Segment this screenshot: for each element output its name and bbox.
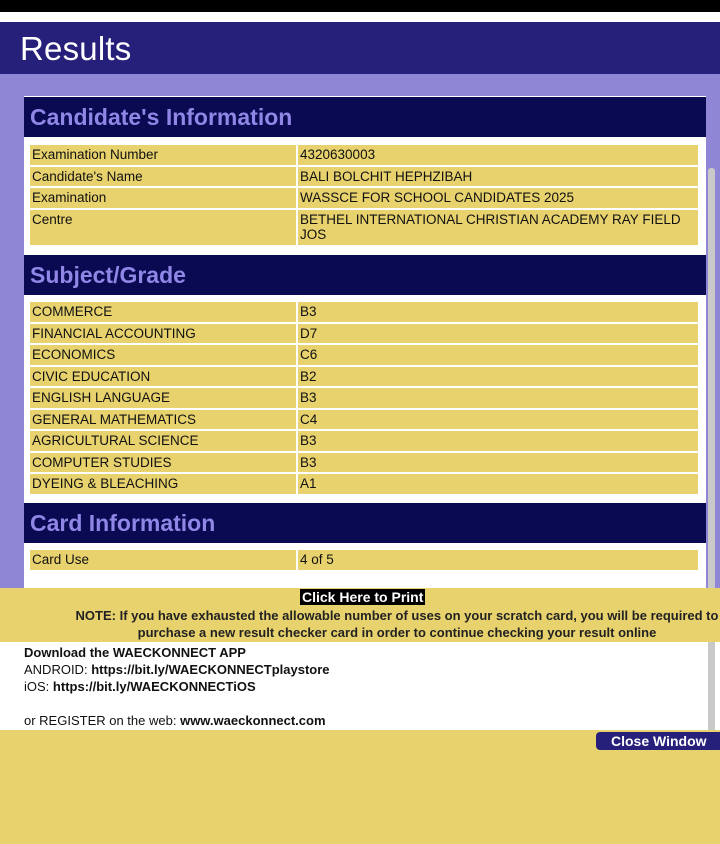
- subject-name: COMPUTER STUDIES: [30, 453, 296, 473]
- table-row: [30, 210, 698, 245]
- note-text: [52, 607, 720, 641]
- candidate-name-label: Candidate's Name: [30, 167, 296, 187]
- register-text: or REGISTER on the web:: [24, 713, 177, 728]
- register-link[interactable]: www.waeckonnect.com: [180, 713, 326, 728]
- subject-grade: C6: [298, 345, 698, 365]
- subject-name: COMMERCE: [30, 302, 296, 322]
- table-row: [30, 550, 698, 570]
- table-row: [30, 388, 698, 408]
- ios-link[interactable]: https://bit.ly/WAECKONNECTiOS: [52, 679, 256, 694]
- ios-line: [24, 679, 256, 694]
- top-black-bar: [0, 0, 720, 12]
- candidate-info-heading: [24, 96, 706, 137]
- table-row: [30, 324, 698, 344]
- table-row: [30, 431, 698, 451]
- subject-grade: A1: [298, 474, 698, 494]
- candidate-name-value: BALI BOLCHIT HEPHZIBAH: [298, 167, 698, 187]
- subject-grade: B3: [298, 302, 698, 322]
- app-info: [0, 642, 720, 730]
- app-download-heading: Download the WAECKONNECT APP: [24, 645, 246, 660]
- candidate-info-table: [30, 145, 698, 247]
- card-info-table: [30, 550, 698, 572]
- ios-label: iOS:: [24, 679, 50, 694]
- subject-grade: B3: [298, 453, 698, 473]
- table-row: [30, 188, 698, 208]
- card-info-heading: [24, 502, 706, 543]
- print-button[interactable]: Click Here to Print: [302, 589, 424, 605]
- centre-value: BETHEL INTERNATIONAL CHRISTIAN ACADEMY RAY FIELD JOS: [298, 210, 698, 245]
- subject-name: FINANCIAL ACCOUNTING: [30, 324, 296, 344]
- subject-name: ECONOMICS: [30, 345, 296, 365]
- note-prefix: NOTE:: [75, 608, 116, 623]
- table-row: [30, 474, 698, 494]
- examination-number-value: 4320630003: [298, 145, 698, 165]
- centre-label: Centre: [30, 210, 296, 245]
- subject-name: CIVIC EDUCATION: [30, 367, 296, 387]
- android-link[interactable]: https://bit.ly/WAECKONNECTplaystore: [91, 662, 330, 677]
- page-title: Results: [20, 30, 132, 67]
- table-row: [30, 345, 698, 365]
- subject-name: DYEING & BLEACHING: [30, 474, 296, 494]
- examination-label: Examination: [30, 188, 296, 208]
- subject-grade-heading: [24, 254, 706, 295]
- subject-grade: D7: [298, 324, 698, 344]
- subject-name: GENERAL MATHEMATICS: [30, 410, 296, 430]
- table-row: [30, 410, 698, 430]
- note-body: If you have exhausted the allowable number of uses on your scratch card, you will be required to purchase a new result checker card in order to continue checking your result online: [119, 608, 719, 640]
- subject-grade-title: Subject/Grade: [30, 262, 186, 288]
- table-row: [30, 145, 698, 165]
- register-line: [24, 713, 326, 728]
- table-row: [30, 367, 698, 387]
- subject-name: ENGLISH LANGUAGE: [30, 388, 296, 408]
- android-label: ANDROID:: [24, 662, 88, 677]
- card-info-title: Card Information: [30, 510, 216, 536]
- subject-grade-table: [30, 302, 698, 496]
- table-row: [30, 453, 698, 473]
- subject-grade: C4: [298, 410, 698, 430]
- subject-grade: B2: [298, 367, 698, 387]
- subject-name: AGRICULTURAL SCIENCE: [30, 431, 296, 451]
- candidate-info-title: Candidate's Information: [30, 104, 293, 130]
- table-row: [30, 302, 698, 322]
- card-use-value: 4 of 5: [298, 550, 698, 570]
- examination-value: WASSCE FOR SCHOOL CANDIDATES 2025: [298, 188, 698, 208]
- subject-grade: B3: [298, 388, 698, 408]
- subject-grade: B3: [298, 431, 698, 451]
- examination-number-label: Examination Number: [30, 145, 296, 165]
- android-line: [24, 662, 330, 677]
- close-window-button[interactable]: Close Window: [596, 732, 720, 750]
- table-row: [30, 167, 698, 187]
- card-use-label: Card Use: [30, 550, 296, 570]
- results-header: [0, 22, 720, 74]
